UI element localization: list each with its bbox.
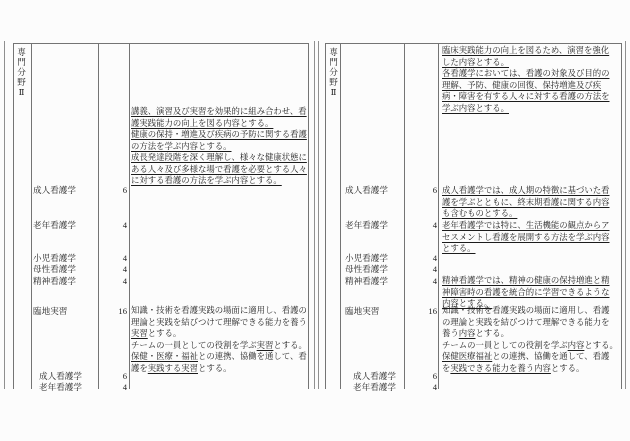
right-elderly-note: [442, 220, 620, 255]
left-overview-text: [131, 106, 308, 187]
right-table-border: [325, 43, 326, 389]
text-line: も含むものとする。: [442, 209, 518, 218]
right-practicum-text: [442, 305, 620, 374]
subject-name: 精神看護学: [33, 276, 76, 286]
text-line: 老年看護学では特に、生活機能の観点からア: [442, 221, 610, 230]
left-table-top-border: [13, 43, 308, 44]
left-table-border: [31, 43, 32, 389]
text-line: 内容とする。: [442, 299, 493, 308]
text-line: [442, 340, 620, 352]
plain-text: とする。: [584, 340, 618, 350]
subject-name: 小児看護学: [33, 253, 76, 263]
left-practicum-text: [131, 305, 308, 374]
subject-credits: 4: [122, 253, 127, 263]
underlined-text: 内容: [458, 329, 476, 338]
text-line: 護実践能力の向上を図る内容とする。: [131, 118, 274, 128]
underlined-text: 保健医療福祉: [442, 352, 493, 361]
underlined-text: 内容: [567, 340, 585, 350]
text-line: の方法を学ぶ内容とする。: [131, 141, 232, 151]
subject-credits: 4: [122, 264, 127, 274]
plain-text: 護を: [131, 363, 148, 373]
left-table-border: [98, 43, 99, 389]
plain-text: とする。: [273, 340, 307, 350]
plain-text: とする。: [198, 363, 232, 373]
left-page-edge-line: [4, 41, 5, 389]
text-line: 健康の保持・増進及び疾病の予防に関する看護: [131, 130, 307, 139]
text-line: [131, 351, 308, 363]
text-line: 理論と実践を結びつけて理解できる能力を養う: [131, 317, 307, 327]
subject-name: 成人看護学: [345, 185, 388, 195]
text-line: 理解、予防、健康の回復、保持増進及び疾: [442, 80, 602, 90]
text-line: 精神看護学では、精神の健康の保持増進と精: [442, 276, 610, 285]
left-page-right-edge-line: [314, 41, 315, 389]
plain-text: 養う: [442, 329, 459, 338]
text-line: 講義、演習及び実習を効果的に組み合わせ、看: [131, 107, 307, 116]
subject-name: 老年看護学: [345, 220, 388, 230]
subject-name: 母性看護学: [33, 264, 76, 274]
text-line: 学ぶ内容とする。: [442, 103, 509, 113]
right-overview-text: [442, 45, 620, 114]
subject-credits: 6: [122, 185, 127, 195]
plain-text: チームの一員としての役割を学ぶ: [442, 340, 568, 350]
right-table-border: [340, 43, 341, 389]
text-line: [131, 340, 308, 352]
underlined-text: 実習: [131, 329, 148, 338]
text-line: 知識・技術を看護実践の場面に適用し、看護の: [131, 306, 307, 315]
left-section-label: 専門分野Ⅱ: [17, 47, 26, 97]
right-table-border: [404, 43, 405, 389]
subject-credits: 16: [428, 306, 437, 316]
underlined-text: 実践できる能力を養う内容: [450, 363, 551, 373]
subject-credits: 4: [432, 220, 437, 230]
text-line: 成人看護学では、成人期の特徴に基づいた看: [442, 186, 610, 195]
right-table-border: [621, 43, 622, 389]
text-line: 成長発達段階を深く理解し、様々な健康状態に: [131, 153, 307, 162]
subject-credits: 6: [432, 185, 437, 195]
subject-name: 臨地実習: [33, 306, 68, 316]
right-section-label: 専門分野Ⅱ: [329, 47, 338, 97]
plain-text: とする。: [147, 329, 182, 338]
subject-name: 臨地実習: [345, 306, 380, 316]
underlined-text: 実践する実習: [147, 363, 198, 373]
subject-credits: 4: [432, 382, 437, 392]
subject-credits: 4: [432, 253, 437, 263]
text-line: [442, 363, 620, 375]
right-adult-note: [442, 185, 620, 220]
text-line: セスメントし看護を展開する方法を学ぶ内容: [442, 232, 610, 242]
subject-name: 小児看護学: [345, 253, 388, 263]
subject-name: 老年看護学: [33, 220, 76, 230]
text-line: [131, 328, 308, 340]
text-line: した内容とする。: [442, 57, 509, 67]
subject-credits: 6: [122, 371, 127, 381]
text-line: 知識・技術を看護実践の場面に適用し、看護: [442, 306, 610, 315]
subject-name: 精神看護学: [345, 276, 388, 286]
plain-text: とする。: [550, 363, 585, 373]
text-line: とする。: [442, 244, 476, 253]
left-table-border: [13, 43, 14, 389]
underlined-text: 実習: [256, 340, 274, 350]
text-line: 各看護学においては、看護の対象及び目的の: [442, 69, 610, 78]
plain-text: チームの一員としての役割を学ぶ: [131, 340, 257, 350]
text-line: に対する看護の方法を学ぶ内容とする。: [131, 176, 282, 185]
subject-credits: 6: [432, 371, 437, 381]
subject-name: 老年看護学: [353, 382, 396, 392]
subject-name: 老年看護学: [39, 382, 82, 392]
subject-name: 母性看護学: [345, 264, 388, 274]
right-table-border: [438, 43, 439, 389]
plain-text: とする。: [475, 329, 509, 338]
plain-text: との連携、協働を通して、看: [198, 352, 307, 361]
left-table-border: [308, 43, 309, 389]
plain-text: との連携、協働を通して、看護: [492, 352, 610, 361]
subject-name: 成人看護学: [353, 371, 396, 381]
underlined-text: 保健・医療・福祉: [131, 352, 198, 361]
subject-name: 成人看護学: [33, 185, 76, 195]
subject-credits: 4: [432, 276, 437, 286]
text-line: [442, 328, 620, 340]
text-line: [131, 363, 308, 375]
subject-credits: 4: [122, 382, 127, 392]
right-table-top-border: [325, 43, 621, 44]
subject-credits: 4: [122, 220, 127, 230]
right-page-edge-line: [318, 41, 319, 389]
text-line: の理論と実践を結びつけて理解できる能力を: [442, 317, 610, 327]
text-line: [442, 351, 620, 363]
text-line: 神障害時の看護を統合的に学習できるような: [442, 287, 610, 297]
text-line: ある人々及び多様な場で看護を必要とする人々: [131, 164, 307, 174]
subject-name: 成人看護学: [39, 371, 82, 381]
subject-credits: 4: [432, 264, 437, 274]
text-line: 臨床実践能力の向上を図るため、演習を強化: [442, 46, 610, 55]
text-line: 病・障害を有する人々に対する看護の方法を: [442, 92, 610, 101]
left-table-border: [129, 43, 130, 389]
text-line: 護を学ぶとともに、終末期看護に関する内容: [442, 197, 610, 207]
subject-credits: 4: [122, 276, 127, 286]
plain-text: を: [442, 363, 451, 373]
right-page-right-edge-line: [625, 41, 626, 389]
subject-credits: 16: [118, 306, 127, 316]
